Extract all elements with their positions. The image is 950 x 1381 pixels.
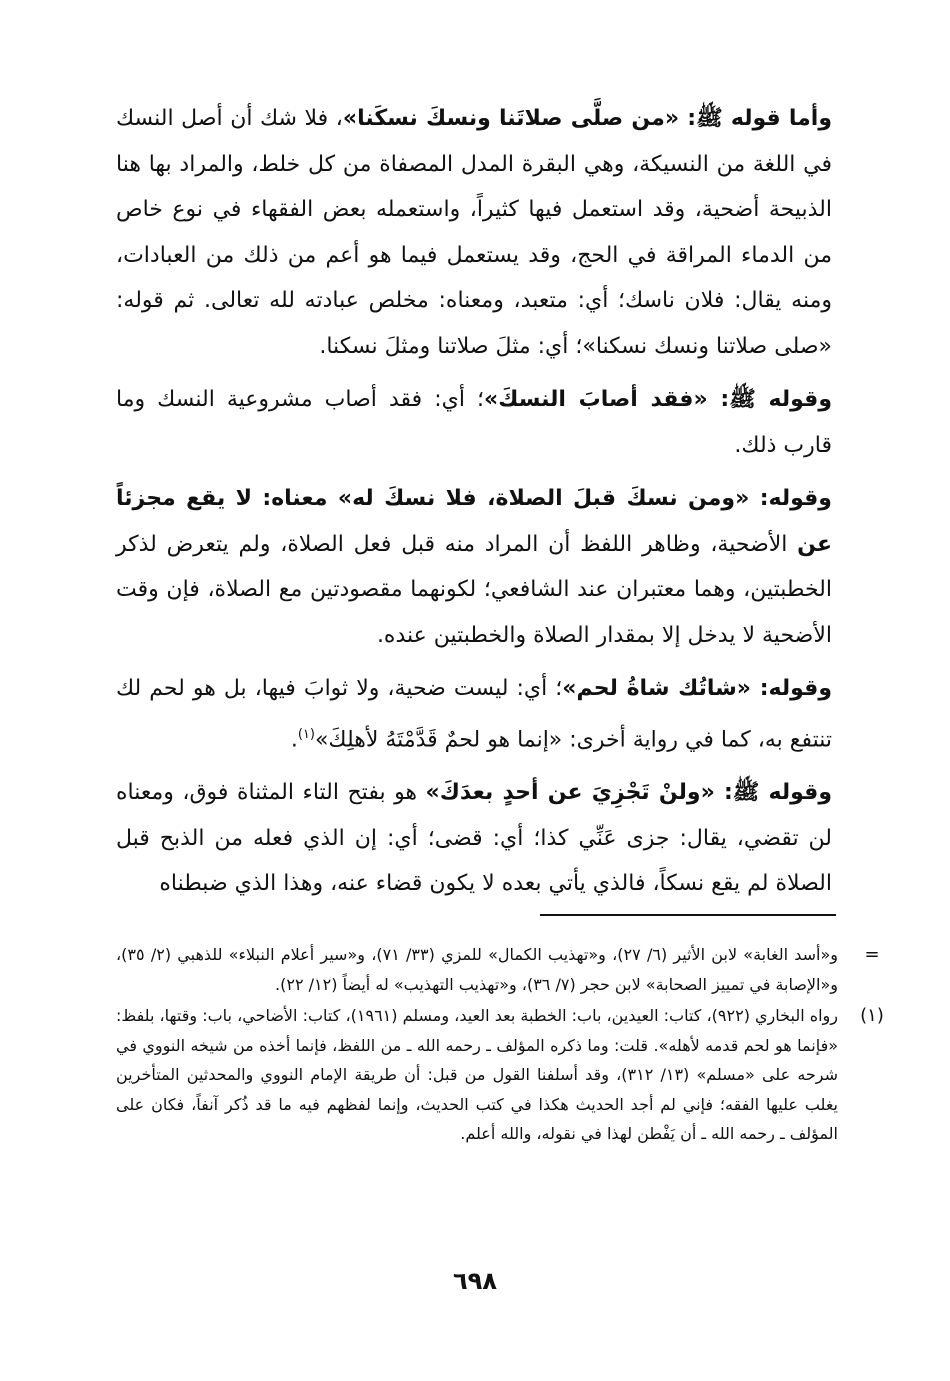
paragraph-4-lead: وقوله: [751, 676, 832, 701]
paragraph-3-text: الأضحية، وظاهر اللفظ أن المراد منه قبل فعل الصلاة، ولم يتعرض لذكر الخطبتين، وهما معتبران عند الشافعي؛ لكونهما مقصودتين مع الصلاة، فإن وقت الأضحية لا يدخل إلا بمقدار الصلاة والخطبتين عنده. [116, 531, 832, 648]
footnotes-section [116, 940, 884, 1151]
paragraph-3 [116, 476, 832, 658]
footnote-continuation-marker: = [864, 944, 880, 965]
paragraph-1-lead: وأما قوله ﷺ: [679, 106, 833, 131]
page-number: ٦٩٨ [453, 1267, 497, 1295]
paragraph-2-quote: «فقد أصابَ النسكَ» [484, 387, 708, 412]
paragraph-4-end: . [290, 726, 298, 752]
paragraph-2-text: ؛ أي: فقد أصاب مشروعية النسك وما قارب ذلك. [116, 387, 832, 458]
paragraph-4-quote: «شاتُك شاةُ لحم» [562, 676, 752, 701]
paragraph-5-quote: «ولنْ تَجْزِيَ عن أحدٍ بعدَكَ» [425, 780, 715, 806]
footnote-1-text: رواه البخاري (٩٢٢)، كتاب: العيدين، باب: الخطبة بعد العيد، ومسلم (١٩٦١)، كتاب: الأضاحي، باب: وقتها، بلفظ: «فإنما هو لحم قدمه لأهله». قلت: وما ذكره المؤلف ـ رحمه الله ـ من اللفظ، فإنما أخذه من شيخه النووي في شرحه على «مسلم» (١٣/ ٣١٢)، وقد أسلفنا القول من قبل: أن طريقة الإمام النووي والمحدثين المتأخرين يغلب عليها الفقه؛ فإني لم أجد الحديث هكذا في كتب الحديث، وإنما لفظهم فيه ما قد ذُكر آنفاً، فكان على المؤلف ـ رحمه الله ـ أن يَفْطن لهذا في نقوله، والله أعلم. [116, 1006, 839, 1143]
footnote-reference-1[interactable]: (١) [297, 726, 315, 742]
paragraph-5 [116, 770, 832, 907]
paragraph-5-lead: وقوله ﷺ: [714, 780, 832, 806]
paragraph-2 [116, 377, 832, 468]
footnote-separator [540, 914, 836, 916]
paragraph-1-text: ، فلا شك أن أصل النسك في اللغة من النسيكة، وهي البقرة المدل المصفاة من كل خلط، والمراد بها هنا الذبيحة أضحية، وقد استعمل فيها كثيراً، واستعمله بعض الفقهاء في نوع خاص من الدماء المراقة في الحج، وقد يستعمل فيما هو أعم من ذلك من العبادات، ومنه يقال: فلان ناسك؛ أي: متعبد، ومعناه: مخلص عبادته لله تعالى. ثم قوله: «صلى صلاتنا ونسك نسكنا»؛ أي: مثلَ صلاتنا ومثلَ نسكنا. [116, 106, 832, 359]
paragraph-3-quote: «ومن نسكَ قبلَ الصلاة، فلا نسكَ له» [337, 486, 750, 511]
paragraph-3-lead: وقوله: [749, 486, 832, 511]
footnote-1 [116, 1001, 884, 1149]
paragraph-3-meaning: معناه: لا يقع مجزئاً عن [116, 486, 832, 557]
main-text-body [116, 96, 832, 915]
paragraph-1 [116, 96, 832, 369]
footnote-continued [116, 940, 880, 999]
paragraph-2-lead: وقوله ﷺ: [707, 387, 833, 412]
paragraph-5-text: هو بفتح التاء المثناة فوق، ومعناه لن تقضي، يقال: جزى عَنِّي كذا؛ أي: قضى؛ أي: إن الذي فعله من الذبح قبل الصلاة لم يقع نسكاً، فالذي يأتي بعده لا يكون قضاء عنه، وهذا الذي ضبطناه [116, 780, 832, 897]
paragraph-4 [116, 666, 832, 762]
footnote-1-marker: (١) [860, 1005, 884, 1026]
footnote-continued-text: و«أسد الغابة» لابن الأثير (٦/ ٢٧)، و«تهذيب الكمال» للمزي (٣٣/ ٧١)، و«سير أعلام النبلاء» للذهبي (٢/ ٣٥)، و«الإصابة في تمييز الصحابة» لابن حجر (٧/ ٣٦)، و«تهذيب التهذيب» له أيضاً (١٢/ ٢٢). [116, 945, 839, 994]
paragraph-4-text: ؛ أي: ليست ضحية، ولا ثوابَ فيها، بل هو لحم لك تنتفع به، كما في رواية أخرى: «إنما هو لحمٌ قَدَّمْتَهُ لأهلِكَ» [116, 676, 832, 752]
paragraph-1-quote: «من صلَّى صلاتَنا ونسكَ نسكَنا» [342, 106, 680, 131]
